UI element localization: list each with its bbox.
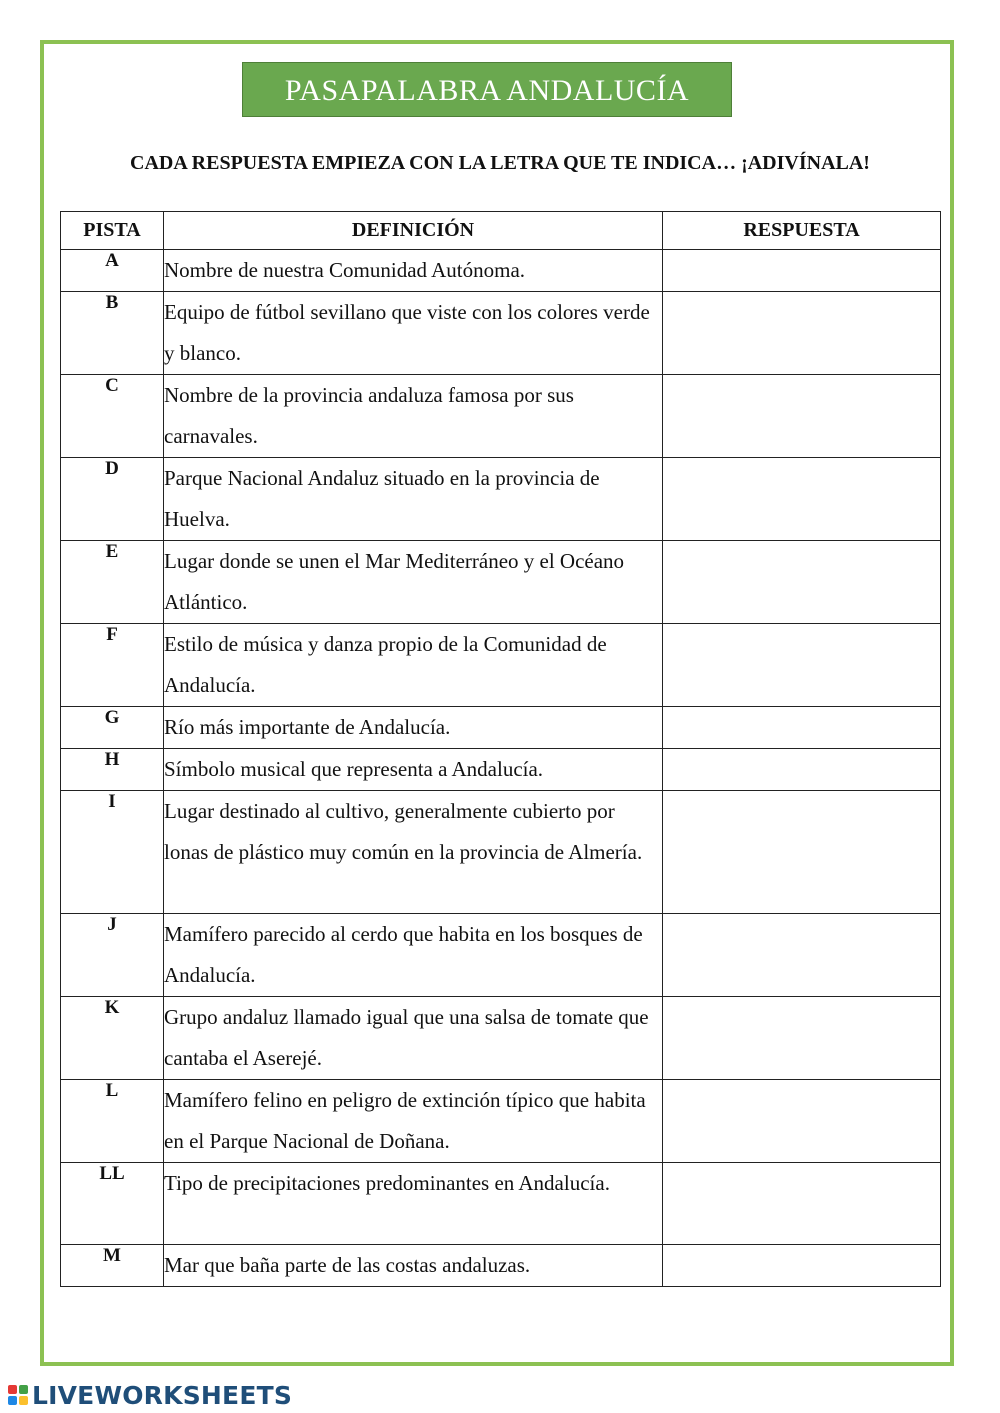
clue-letter: L bbox=[61, 1080, 164, 1163]
answer-cell[interactable] bbox=[663, 997, 941, 1080]
header-respuesta: RESPUESTA bbox=[663, 212, 941, 250]
table-row bbox=[61, 707, 941, 749]
table-row bbox=[61, 791, 941, 914]
clue-letter: I bbox=[61, 791, 164, 914]
clue-definition: Lugar destinado al cultivo, generalmente cubierto por lonas de plástico muy común en la provincia de Almería. bbox=[164, 791, 663, 914]
clue-definition: Grupo andaluz llamado igual que una salsa de tomate que cantaba el Aserejé. bbox=[164, 997, 663, 1080]
liveworksheets-brand[interactable] bbox=[8, 1380, 292, 1410]
clue-letter: K bbox=[61, 997, 164, 1080]
table-row bbox=[61, 1080, 941, 1163]
table-row bbox=[61, 458, 941, 541]
clue-letter: M bbox=[61, 1245, 164, 1287]
table-row bbox=[61, 624, 941, 707]
header-definicion: DEFINICIÓN bbox=[164, 212, 663, 250]
clue-letter: F bbox=[61, 624, 164, 707]
table-row bbox=[61, 749, 941, 791]
clue-letter: G bbox=[61, 707, 164, 749]
table-row bbox=[61, 914, 941, 997]
page-title: PASAPALABRA ANDALUCÍA bbox=[242, 62, 732, 117]
clue-definition: Tipo de precipitaciones predominantes en Andalucía. bbox=[164, 1163, 663, 1245]
quiz-table bbox=[60, 211, 941, 1287]
answer-cell[interactable] bbox=[663, 914, 941, 997]
table-row bbox=[61, 250, 941, 292]
table-row bbox=[61, 292, 941, 375]
table-row bbox=[61, 1245, 941, 1287]
table-header-row bbox=[61, 212, 941, 250]
clue-letter: J bbox=[61, 914, 164, 997]
clue-letter: C bbox=[61, 375, 164, 458]
clue-definition: Estilo de música y danza propio de la Comunidad de Andalucía. bbox=[164, 624, 663, 707]
answer-cell[interactable] bbox=[663, 1080, 941, 1163]
clue-definition: Mar que baña parte de las costas andaluzas. bbox=[164, 1245, 663, 1287]
answer-cell[interactable] bbox=[663, 1163, 941, 1245]
table-row bbox=[61, 541, 941, 624]
instruction-text: CADA RESPUESTA EMPIEZA CON LA LETRA QUE TE INDICA… ¡ADIVÍNALA! bbox=[130, 152, 870, 174]
brand-text: LIVEWORKSHEETS bbox=[32, 1380, 293, 1410]
answer-cell[interactable] bbox=[663, 707, 941, 749]
answer-cell[interactable] bbox=[663, 458, 941, 541]
clue-letter: D bbox=[61, 458, 164, 541]
answer-cell[interactable] bbox=[663, 791, 941, 914]
answer-cell[interactable] bbox=[663, 292, 941, 375]
clue-definition: Mamífero felino en peligro de extinción típico que habita en el Parque Nacional de Doñana. bbox=[164, 1080, 663, 1163]
answer-cell[interactable] bbox=[663, 624, 941, 707]
answer-cell[interactable] bbox=[663, 1245, 941, 1287]
header-pista: PISTA bbox=[61, 212, 164, 250]
answer-cell[interactable] bbox=[663, 749, 941, 791]
clue-letter: A bbox=[61, 250, 164, 292]
clue-definition: Equipo de fútbol sevillano que viste con los colores verde y blanco. bbox=[164, 292, 663, 375]
clue-definition: Río más importante de Andalucía. bbox=[164, 707, 663, 749]
clue-letter: B bbox=[61, 292, 164, 375]
answer-cell[interactable] bbox=[663, 541, 941, 624]
clue-letter: LL bbox=[61, 1163, 164, 1245]
table-row bbox=[61, 997, 941, 1080]
answer-cell[interactable] bbox=[663, 375, 941, 458]
clue-definition: Símbolo musical que representa a Andalucía. bbox=[164, 749, 663, 791]
clue-definition: Lugar donde se unen el Mar Mediterráneo y el Océano Atlántico. bbox=[164, 541, 663, 624]
liveworksheets-logo-icon bbox=[8, 1385, 28, 1405]
clue-definition: Nombre de la provincia andaluza famosa por sus carnavales. bbox=[164, 375, 663, 458]
table-row bbox=[61, 1163, 941, 1245]
table-row bbox=[61, 375, 941, 458]
answer-cell[interactable] bbox=[663, 250, 941, 292]
clue-definition: Nombre de nuestra Comunidad Autónoma. bbox=[164, 250, 663, 292]
clue-definition: Mamífero parecido al cerdo que habita en los bosques de Andalucía. bbox=[164, 914, 663, 997]
clue-definition: Parque Nacional Andaluz situado en la provincia de Huelva. bbox=[164, 458, 663, 541]
clue-letter: H bbox=[61, 749, 164, 791]
clue-letter: E bbox=[61, 541, 164, 624]
